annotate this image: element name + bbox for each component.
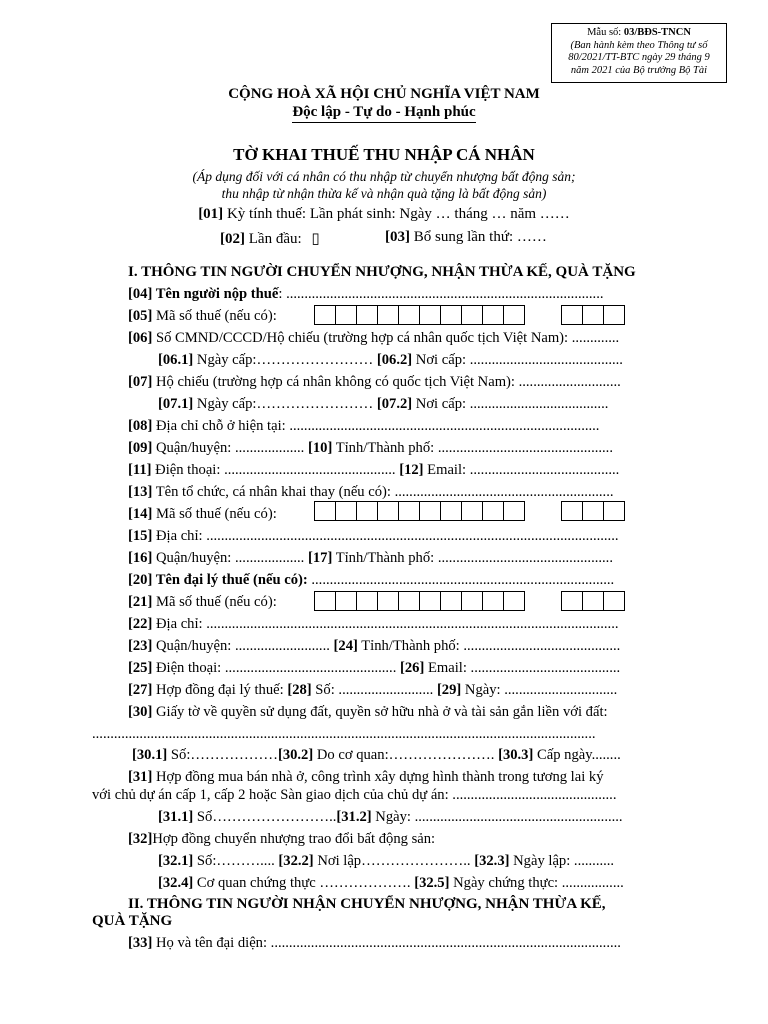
digit-box[interactable] xyxy=(582,501,604,521)
digit-box[interactable] xyxy=(335,591,357,611)
digit-box[interactable] xyxy=(377,305,399,325)
field-code: [30.3] xyxy=(498,747,534,763)
field-20-tax-agent[interactable] xyxy=(128,571,695,589)
field-label: Họ và tên đại diện: ................................................................................................ xyxy=(152,935,621,951)
field-code: [15] xyxy=(128,528,153,544)
field-label: Tỉnh/Thành phố: ................................................ xyxy=(332,550,613,566)
field-label: Hợp đồng đại lý thuế: xyxy=(152,682,288,698)
field-label: Số:……….... xyxy=(193,853,279,869)
form-subtitle-1: (Áp dụng đối với cá nhân có thu nhập từ chuyển nhượng bất động sản; xyxy=(192,169,576,184)
field-code: [22] xyxy=(128,616,153,632)
field-label: Ngày: ............................... xyxy=(461,682,618,698)
field-label: Số: .......................... xyxy=(311,682,437,698)
field-30-land-documents xyxy=(128,703,695,721)
tax-code-boxes-21[interactable] xyxy=(315,591,525,611)
field-16-district[interactable] xyxy=(128,549,695,567)
digit-box[interactable] xyxy=(603,591,625,611)
form-number: 03/BĐS-TNCN xyxy=(623,27,691,38)
field-code: [07] xyxy=(128,374,153,390)
form-title: TỜ KHAI THUẾ THU NHẬP CÁ NHÂN xyxy=(233,145,535,164)
digit-box[interactable] xyxy=(461,501,483,521)
field-label: ................................................................................... xyxy=(307,572,615,588)
field-32-1-number[interactable] xyxy=(158,852,695,870)
digit-box[interactable] xyxy=(582,305,604,325)
field-label: Cấp ngày........ xyxy=(533,747,621,763)
field-label: Hợp đồng mua bán nhà ở, công trình xây dựng hình thành trong tương lai ký xyxy=(152,769,604,785)
field-label: Do cơ quan:…………………. xyxy=(313,747,499,763)
field-code: [12] xyxy=(399,462,424,478)
field-code: [32.4] xyxy=(158,875,194,891)
field-code: [33] xyxy=(128,935,153,951)
field-code: [11] xyxy=(128,462,152,478)
field-label: Quận/huyện: ................... xyxy=(152,550,308,566)
field-label: : ....................................................................................... xyxy=(278,286,604,302)
digit-box[interactable] xyxy=(603,305,625,325)
digit-box[interactable] xyxy=(503,591,525,611)
digit-box[interactable] xyxy=(314,501,336,521)
field-code: [30] xyxy=(128,704,153,720)
field-01-tax-period xyxy=(0,206,768,223)
field-label: Ngày cấp:…………………… xyxy=(193,352,377,368)
field-label: Email: ......................................... xyxy=(424,660,621,676)
field-label: Quận/huyện: ................... xyxy=(152,440,308,456)
digit-box[interactable] xyxy=(398,501,420,521)
section-1-heading: I. THÔNG TIN NGƯỜI CHUYỂN NHƯỢNG, NHẬN THỪA KẾ, QUÀ TẶNG xyxy=(128,264,636,280)
field-code: [08] xyxy=(128,418,153,434)
field-code: [07.1] xyxy=(158,396,194,412)
form-subtitle-2: thu nhập từ nhận thừa kế và nhận quà tặng là bất động sản) xyxy=(221,186,547,201)
field-label: Hợp đồng chuyển nhượng trao đổi bất động sản: xyxy=(152,831,436,847)
digit-box[interactable] xyxy=(561,305,583,325)
digit-box[interactable] xyxy=(561,501,583,521)
field-code: [32.5] xyxy=(414,875,450,891)
field-31-purchase-contract-cont[interactable]: với chủ dự án cấp 1, cấp 2 hoặc Sàn giao dịch của chủ dự án: ............................................. xyxy=(92,787,617,803)
field-label: Ngày chứng thực: ................. xyxy=(449,875,624,891)
digit-box[interactable] xyxy=(398,591,420,611)
field-code: [13] xyxy=(128,484,153,500)
field-04-taxpayer-name[interactable] xyxy=(128,285,695,303)
tax-code-suffix-boxes-14[interactable] xyxy=(562,501,625,521)
field-07-passport[interactable] xyxy=(128,373,695,391)
field-label: Lần đầu: xyxy=(245,231,302,247)
first-time-checkbox[interactable]: ▯ xyxy=(311,231,320,247)
field-code: [31] xyxy=(128,769,153,785)
digit-box[interactable] xyxy=(603,501,625,521)
field-code: [25] xyxy=(128,660,153,676)
field-03-supplement xyxy=(385,229,547,246)
field-label: Địa chỉ: ................................................................................................................. xyxy=(152,528,619,544)
field-code: [17] xyxy=(307,550,333,566)
field-label: Số…………………….. xyxy=(193,809,337,825)
field-label: Nơi cấp: ...................................... xyxy=(412,396,609,412)
field-label: Mã số thuế (nếu có): xyxy=(152,506,277,522)
digit-box[interactable] xyxy=(503,501,525,521)
digit-box[interactable] xyxy=(419,591,441,611)
field-code: [24] xyxy=(333,638,358,654)
form-issuance-line-2: 80/2021/TT-BTC ngày 29 tháng 9 xyxy=(568,52,710,63)
field-code: [30.1] xyxy=(132,747,168,763)
field-label: Tỉnh/Thành phố: ........................................... xyxy=(357,638,621,654)
tax-code-suffix-boxes-05[interactable] xyxy=(562,305,625,325)
field-label: Địa chỉ chỗ ở hiện tại: ..................................................................................... xyxy=(152,418,600,434)
field-09-district[interactable] xyxy=(128,439,695,457)
motto xyxy=(0,104,768,121)
field-code: [26] xyxy=(400,660,425,676)
field-31-1-number[interactable] xyxy=(158,808,695,826)
form-issuance-line-3: năm 2021 của Bộ trưởng Bộ Tài xyxy=(570,64,708,76)
field-code: [32] xyxy=(128,831,153,847)
section-2-heading-cont: QUÀ TẶNG xyxy=(92,913,173,929)
field-label: Địa chỉ: ................................................................................................................. xyxy=(152,616,619,632)
field-code: [07.2] xyxy=(376,396,413,412)
field-code: [06] xyxy=(128,330,153,346)
digit-box[interactable] xyxy=(356,591,378,611)
digit-box[interactable] xyxy=(356,305,378,325)
field-code: [04] Tên người nộp thuế xyxy=(128,286,279,302)
field-code: [03] xyxy=(385,229,410,245)
field-code: [02] xyxy=(220,231,245,247)
digit-box[interactable] xyxy=(440,501,462,521)
digit-box[interactable] xyxy=(377,501,399,521)
tax-code-boxes-05[interactable] xyxy=(315,305,525,325)
digit-box[interactable] xyxy=(482,501,504,521)
field-code: [10] xyxy=(307,440,333,456)
field-label: Quận/huyện: .......................... xyxy=(152,638,334,654)
field-label: Cơ quan chứng thực ………………. xyxy=(193,875,415,891)
tax-code-suffix-boxes-21[interactable] xyxy=(562,591,625,611)
field-code: [32.3] xyxy=(474,853,510,869)
digit-box[interactable] xyxy=(482,591,504,611)
field-label: Mã số thuế (nếu có): xyxy=(152,308,277,324)
field-code: [28] xyxy=(287,682,312,698)
digit-box[interactable] xyxy=(419,305,441,325)
field-11-phone[interactable] xyxy=(128,461,695,479)
field-label: Bổ sung lần thứ: …… xyxy=(410,229,547,245)
field-code: [23] xyxy=(128,638,153,654)
field-07-1-issue-date[interactable] xyxy=(158,395,695,413)
field-label: Tỉnh/Thành phố: ................................................ xyxy=(332,440,613,456)
field-label: Tên tổ chức, cá nhân khai thay (nếu có): ............................................................ xyxy=(152,484,614,500)
digit-box[interactable] xyxy=(440,591,462,611)
field-31-purchase-contract xyxy=(128,768,695,786)
field-code: [30.2] xyxy=(277,747,314,763)
field-08-current-address[interactable] xyxy=(128,417,695,435)
field-32-4-notary[interactable] xyxy=(158,874,695,892)
field-label: Nơi lập………………….. xyxy=(313,853,475,869)
field-label: Điện thoại: ............................................... xyxy=(152,660,401,676)
tax-code-boxes-14[interactable] xyxy=(315,501,525,521)
field-02-first-time xyxy=(220,229,320,248)
field-code: [29] xyxy=(436,682,462,698)
field-code: [09] xyxy=(128,440,153,456)
field-code: [31.2] xyxy=(336,809,372,825)
digit-box[interactable] xyxy=(419,501,441,521)
field-label: Ngày lập: ........... xyxy=(509,853,615,869)
digit-box[interactable] xyxy=(377,591,399,611)
field-label: Hộ chiếu (trường hợp cá nhân không có quốc tịch Việt Nam): ............................ xyxy=(152,374,621,390)
field-code: [05] xyxy=(128,308,153,324)
field-code: [32.2] xyxy=(278,853,314,869)
field-label: Số:……………… xyxy=(167,747,278,763)
field-code: [27] xyxy=(128,682,153,698)
section-2-heading: II. THÔNG TIN NGƯỜI NHẬN CHUYỂN NHƯỢNG, NHẬN THỪA KẾ, xyxy=(128,896,606,912)
digit-box[interactable] xyxy=(461,591,483,611)
field-25-phone[interactable] xyxy=(128,659,695,677)
digit-box[interactable] xyxy=(561,591,583,611)
field-30-dotted-line[interactable]: .......................................................................................................................................... xyxy=(92,726,596,742)
field-code: [21] xyxy=(128,594,153,610)
field-label: Giấy tờ về quyền sử dụng đất, quyền sở hữu nhà ở và tài sản gắn liền với đất: xyxy=(152,704,608,720)
field-label: Nơi cấp: .......................................... xyxy=(412,352,623,368)
digit-box[interactable] xyxy=(314,591,336,611)
field-06-1-issue-date[interactable] xyxy=(158,351,695,369)
field-27-agent-contract[interactable] xyxy=(128,681,695,699)
digit-box[interactable] xyxy=(335,305,357,325)
field-code: [14] xyxy=(128,506,153,522)
field-code: [01] xyxy=(198,206,224,222)
field-code: [16] xyxy=(128,550,153,566)
digit-box[interactable] xyxy=(398,305,420,325)
digit-box[interactable] xyxy=(335,501,357,521)
field-06-id-number[interactable] xyxy=(128,329,695,347)
field-code: [06.1] xyxy=(158,352,194,368)
field-code: [20] Tên đại lý thuế (nếu có): xyxy=(128,572,308,588)
nation-header: CỘNG HOÀ XÃ HỘI CHỦ NGHĨA VIỆT NAM xyxy=(228,86,540,102)
digit-box[interactable] xyxy=(440,305,462,325)
field-label: Điện thoại: ............................................... xyxy=(151,462,400,478)
field-13-declarant-name[interactable] xyxy=(128,483,695,501)
field-code: [32.1] xyxy=(158,853,194,869)
digit-box[interactable] xyxy=(314,305,336,325)
digit-box[interactable] xyxy=(582,591,604,611)
field-code: [31.1] xyxy=(158,809,194,825)
digit-box[interactable] xyxy=(482,305,504,325)
field-30-1-number[interactable] xyxy=(132,746,695,764)
field-33-representative-name[interactable] xyxy=(128,934,695,952)
field-code: [06.2] xyxy=(376,352,413,368)
digit-box[interactable] xyxy=(503,305,525,325)
field-label: Email: ......................................... xyxy=(423,462,620,478)
field-label: Mã số thuế (nếu có): xyxy=(152,594,277,610)
form-issuance-line-1: (Ban hành kèm theo Thông tư số xyxy=(570,39,708,51)
field-label: Ngày: ......................................................... xyxy=(371,809,623,825)
field-15-address[interactable] xyxy=(128,527,695,545)
field-23-district[interactable] xyxy=(128,637,695,655)
digit-box[interactable] xyxy=(461,305,483,325)
form-number-box xyxy=(551,23,727,83)
field-22-address[interactable] xyxy=(128,615,695,633)
field-label: Ngày cấp:…………………… xyxy=(193,396,377,412)
field-label: Kỳ tính thuế: Lần phát sinh: Ngày … tháng … năm …… xyxy=(223,206,570,222)
digit-box[interactable] xyxy=(356,501,378,521)
field-32-transfer-contract xyxy=(128,830,695,848)
form-number-label: Mẫu số: xyxy=(587,27,622,38)
motto-text: Độc lập - Tự do - Hạnh phúc xyxy=(292,104,475,123)
field-label: Số CMND/CCCD/Hộ chiếu (trường hợp cá nhân quốc tịch Việt Nam): ............. xyxy=(152,330,620,346)
